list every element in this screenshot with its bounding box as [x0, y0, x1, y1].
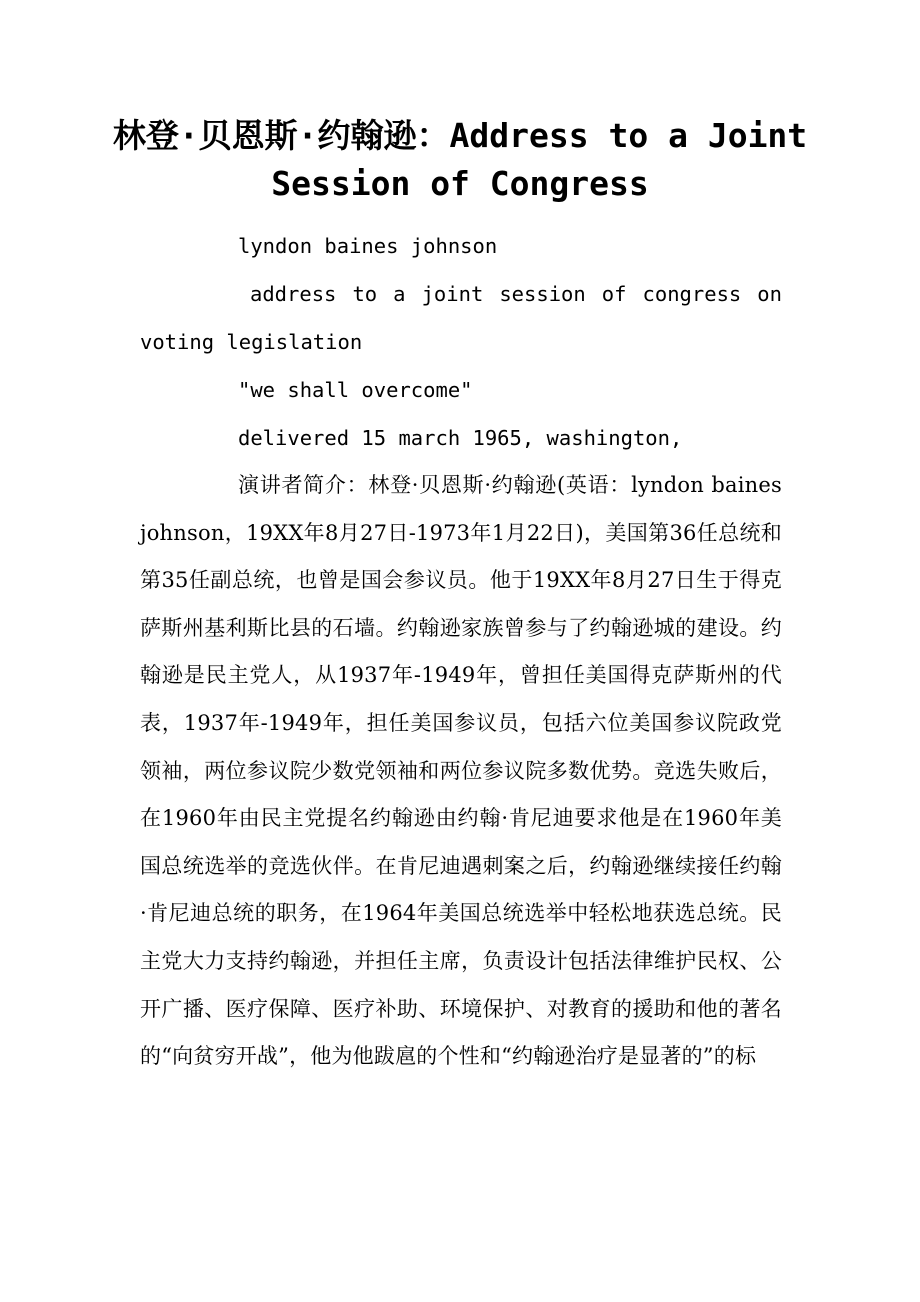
speech-title-line: address to a joint session of congress on voting legislation — [140, 282, 782, 354]
speaker-bio-paragraph: 演讲者简介：林登·贝恩斯·约翰逊(英语：lyndon baines johnson，19XX年8月27日-1973年1月22日)，美国第36任总统和第35任副总统，也曾是国会参议员。他于19XX年8月27日生于得克萨斯州基利斯比县的石墙。约翰逊家族曾参与了约翰逊城的建设。约翰逊是民主党人，从1937年-1949年，曾担任美国得克萨斯州的代表，1937年-1949年，担任美国参议员，包括六位美国参议院政党领袖，两位参议院少数党领袖和两位参议院多数优势。竞选失败后，在1960年由民主党提名约翰逊由约翰·肯尼迪要求他是在1960年美国总统选举的竞选伙伴。在肯尼迪遇刺案之后，约翰逊继续接任约翰·肯尼迪总统的职务，在1964年美国总统选举中轻松地获选总统。民主党大力支持约翰逊，并担任主席，负责设计包括法律维护民权、公开广播、医疗保障、医疗补助、环境保护、对教育的援助和他的著名的“向贫穷开战”，他为他跋扈的个性和“约翰逊治疗是显著的”的标 — [140, 473, 782, 1069]
document-title: 林登·贝恩斯·约翰逊：Address to a Joint Session of Congress — [112, 116, 808, 203]
document-body — [140, 222, 782, 1081]
speaker-name-line: lyndon baines johnson — [238, 234, 498, 258]
speech-subtitle-line: "we shall overcome" — [238, 378, 473, 402]
delivery-info-line: delivered 15 march 1965, washington, — [238, 426, 683, 450]
